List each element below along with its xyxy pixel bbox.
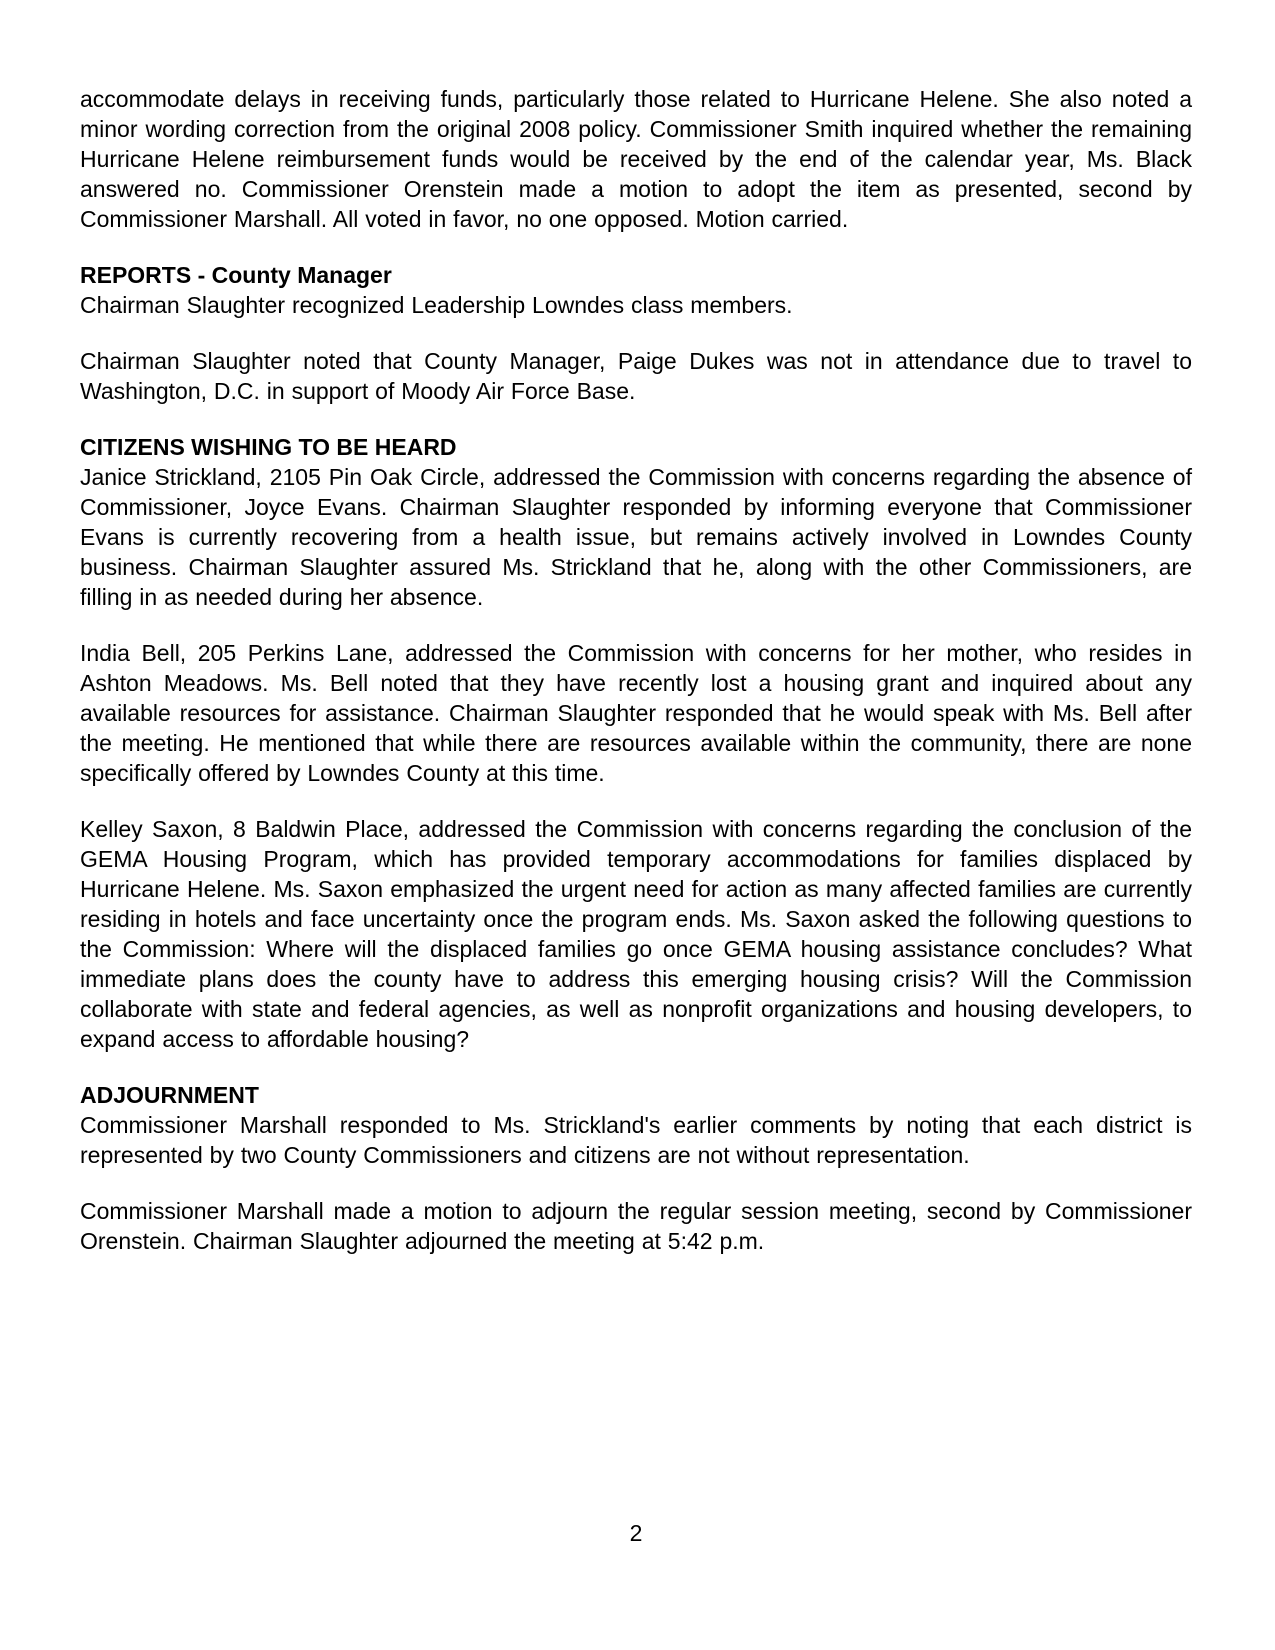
document-content	[80, 84, 1192, 1256]
citizens-strickland-paragraph: Janice Strickland, 2105 Pin Oak Circle, addressed the Commission with concerns regarding the absence of Commissioner, Joyce Evans. Chairman Slaughter responded by informing everyone that Commissioner Evans is currently recovering from a health issue, but remains actively involved in Lowndes County business. Chairman Slaughter assured Ms. Strickland that he, along with the other Commissioners, are filling in as needed during her absence.	[80, 464, 1192, 610]
reports-county-manager-paragraph: Chairman Slaughter noted that County Manager, Paige Dukes was not in attendance due to travel to Washington, D.C. in support of Moody Air Force Base.	[80, 348, 1192, 404]
reports-heading: REPORTS - County Manager	[80, 262, 392, 288]
citizens-bell-paragraph: India Bell, 205 Perkins Lane, addressed the Commission with concerns for her mother, who resides in Ashton Meadows. Ms. Bell noted that they have recently lost a housing grant and inquired about any available resources for assistance. Chairman Slaughter responded that he would speak with Ms. Bell after the meeting. He mentioned that while there are resources available within the community, there are none specifically offered by Lowndes County at this time.	[80, 640, 1192, 786]
citizens-saxon-paragraph: Kelley Saxon, 8 Baldwin Place, addressed the Commission with concerns regarding the conclusion of the GEMA Housing Program, which has provided temporary accommodations for families displaced by Hurricane Helene. Ms. Saxon emphasized the urgent need for action as many affected families are currently residing in hotels and face uncertainty once the program ends. Ms. Saxon asked the following questions to the Commission: Where will the displaced families go once GEMA housing assistance concludes? What immediate plans does the county have to address this emerging housing crisis? Will the Commission collaborate with state and federal agencies, as well as nonprofit organizations and housing developers, to expand access to affordable housing?	[80, 816, 1192, 1052]
adjournment-heading: ADJOURNMENT	[80, 1082, 259, 1108]
page-number: 2	[629, 1520, 643, 1546]
carryover-paragraph: accommodate delays in receiving funds, particularly those related to Hurricane Helene. She also noted a minor wording correction from the original 2008 policy. Commissioner Smith inquired whether the remaining Hurricane Helene reimbursement funds would be received by the end of the calendar year, Ms. Black answered no. Commissioner Orenstein made a motion to adopt the item as presented, second by Commissioner Marshall. All voted in favor, no one opposed. Motion carried.	[80, 86, 1192, 232]
citizens-heading: CITIZENS WISHING TO BE HEARD	[80, 434, 457, 460]
adjournment-response-paragraph: Commissioner Marshall responded to Ms. Strickland's earlier comments by noting that each district is represented by two County Commissioners and citizens are not without representation.	[80, 1112, 1192, 1168]
adjournment-motion-paragraph: Commissioner Marshall made a motion to adjourn the regular session meeting, second by Commissioner Orenstein. Chairman Slaughter adjourned the meeting at 5:42 p.m.	[80, 1198, 1192, 1254]
reports-recognition-paragraph: Chairman Slaughter recognized Leadership Lowndes class members.	[80, 292, 793, 318]
